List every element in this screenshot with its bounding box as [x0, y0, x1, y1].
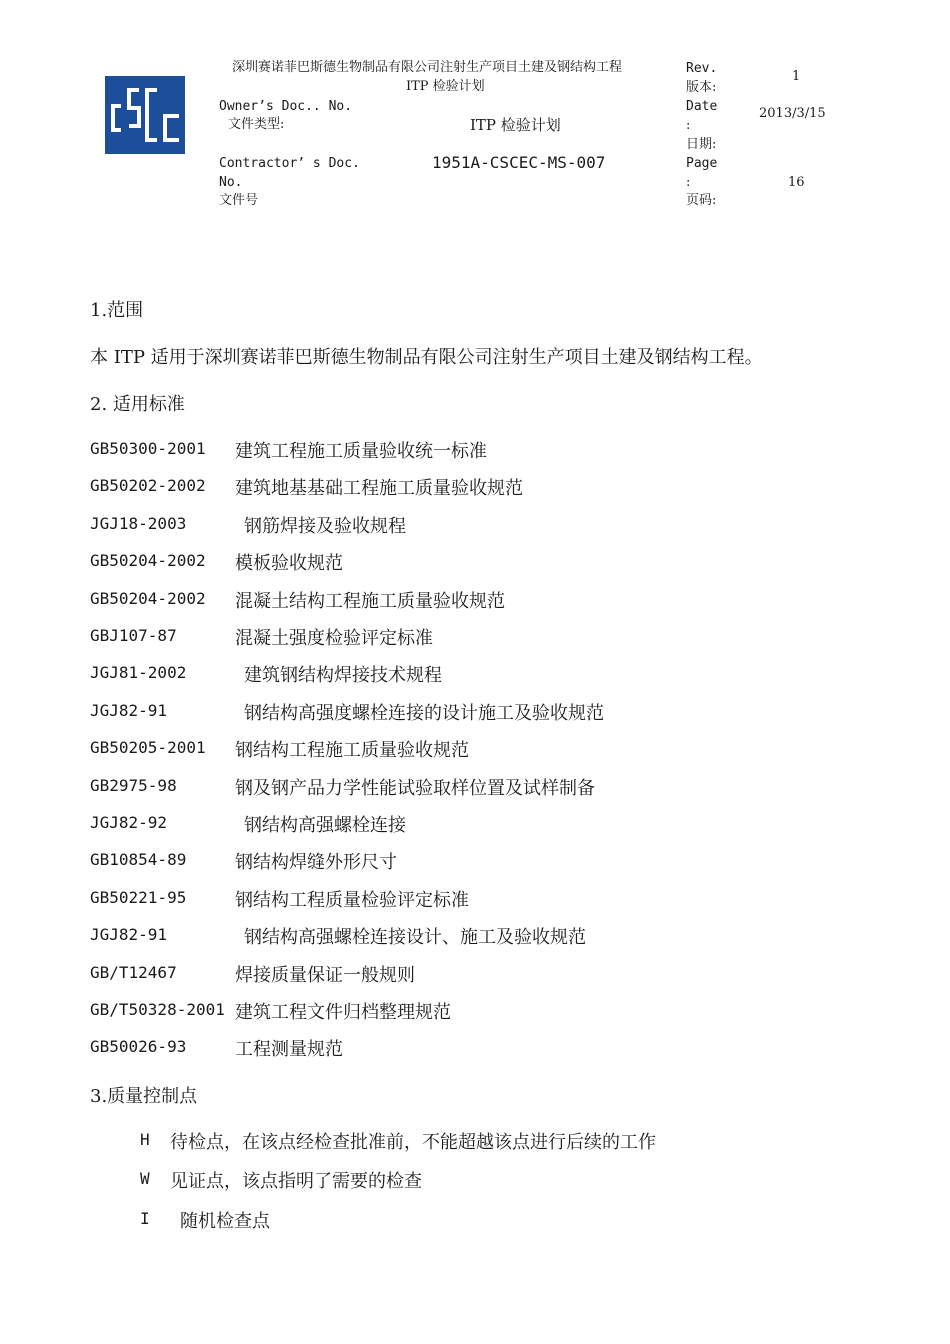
standard-code: GB50300-2001	[90, 439, 206, 458]
doc-no-value: 1951A-CSCEC-MS-007	[432, 153, 606, 172]
page-cn-label: 页码:	[686, 193, 717, 208]
standard-name: 焊接质量保证一般规则	[235, 965, 415, 986]
header-company-line2: ITP 检验计划	[406, 79, 485, 94]
standard-code: GB50221-95	[90, 888, 187, 907]
contractor-doc-label: Contractor’ s Doc.	[219, 156, 360, 171]
standard-code: JGJ81-2002	[90, 663, 187, 682]
standard-code: JGJ82-92	[90, 813, 168, 832]
qc-point-code: W	[140, 1169, 150, 1188]
standard-code: JGJ82-91	[90, 701, 168, 720]
doc-type-label: 文件类型:	[228, 117, 285, 132]
date-value: 2013/3/15	[759, 106, 826, 121]
standard-name: 钢结构高强度螺栓连接的设计施工及验收规范	[244, 703, 604, 724]
rev-label: Rev.	[686, 61, 718, 76]
standard-name: 钢结构高强螺栓连接设计、施工及验收规范	[244, 927, 586, 948]
page-label: Page	[686, 156, 718, 171]
date-cn-label: 日期:	[686, 137, 717, 152]
standard-code: GB50204-2002	[90, 589, 206, 608]
standard-code: JGJ18-2003	[90, 514, 187, 533]
date-label: Date	[686, 99, 718, 114]
standards-title: 2. 适用标准	[90, 394, 185, 415]
qc-point-text: 待检点，在该点经检查批准前，不能超越该点进行后续的工作	[170, 1132, 656, 1153]
standard-code: GB/T12467	[90, 963, 177, 982]
standard-name: 建筑工程文件归档整理规范	[235, 1002, 451, 1023]
standard-name: 混凝土结构工程施工质量验收规范	[235, 591, 505, 612]
rev-cn-label: 版本:	[686, 80, 717, 95]
standard-name: 钢结构焊缝外形尺寸	[235, 852, 397, 873]
standard-name: 钢结构工程质量检验评定标准	[235, 890, 469, 911]
doc-no-label: 文件号	[219, 193, 259, 208]
standard-code: GBJ107-87	[90, 626, 177, 645]
standard-name: 模板验收规范	[235, 553, 343, 574]
qc-point-code: H	[140, 1130, 150, 1149]
standard-code: JGJ82-91	[90, 925, 168, 944]
rev-value: 1	[792, 69, 801, 84]
standard-name: 建筑钢结构焊接技术规程	[244, 665, 442, 686]
header-company-line1: 深圳赛诺菲巴斯德生物制品有限公司注射生产项目土建及钢结构工程	[232, 60, 623, 75]
qc-title: 3.质量控制点	[90, 1086, 198, 1107]
standard-name: 建筑工程施工质量验收统一标准	[235, 441, 487, 462]
standard-name: 混凝土强度检验评定标准	[235, 628, 433, 649]
standard-code: GB2975-98	[90, 776, 177, 795]
standard-name: 工程测量规范	[235, 1039, 343, 1060]
standard-code: GB50026-93	[90, 1037, 187, 1056]
standard-code: GB50202-2002	[90, 476, 206, 495]
qc-point-text: 随机检查点	[180, 1211, 270, 1232]
page-colon: :	[686, 175, 691, 190]
cscec-logo	[105, 76, 185, 154]
standard-code: GB50205-2001	[90, 738, 206, 757]
owners-doc-label: Owner’s Doc.. No.	[219, 99, 353, 114]
standard-code: GB/T50328-2001	[90, 1000, 225, 1019]
standard-name: 建筑地基基础工程施工质量验收规范	[235, 478, 523, 499]
doc-type-value: ITP 检验计划	[470, 116, 561, 134]
standard-code: GB10854-89	[90, 850, 187, 869]
page-value: 16	[788, 175, 805, 190]
scope-text: 本 ITP 适用于深圳赛诺菲巴斯德生物制品有限公司注射生产项目土建及钢结构工程。	[90, 347, 763, 368]
standard-name: 钢结构高强螺栓连接	[244, 815, 406, 836]
qc-point-text: 见证点，该点指明了需要的检查	[170, 1171, 422, 1192]
standard-name: 钢及钢产品力学性能试验取样位置及试样制备	[235, 778, 595, 799]
standard-code: GB50204-2002	[90, 551, 206, 570]
standard-name: 钢筋焊接及验收规程	[244, 516, 406, 537]
contractor-doc-no-label: No.	[219, 175, 243, 190]
standard-name: 钢结构工程施工质量验收规范	[235, 740, 469, 761]
date-colon: :	[686, 118, 691, 133]
qc-point-code: I	[140, 1209, 150, 1228]
scope-title: 1.范围	[90, 300, 144, 321]
